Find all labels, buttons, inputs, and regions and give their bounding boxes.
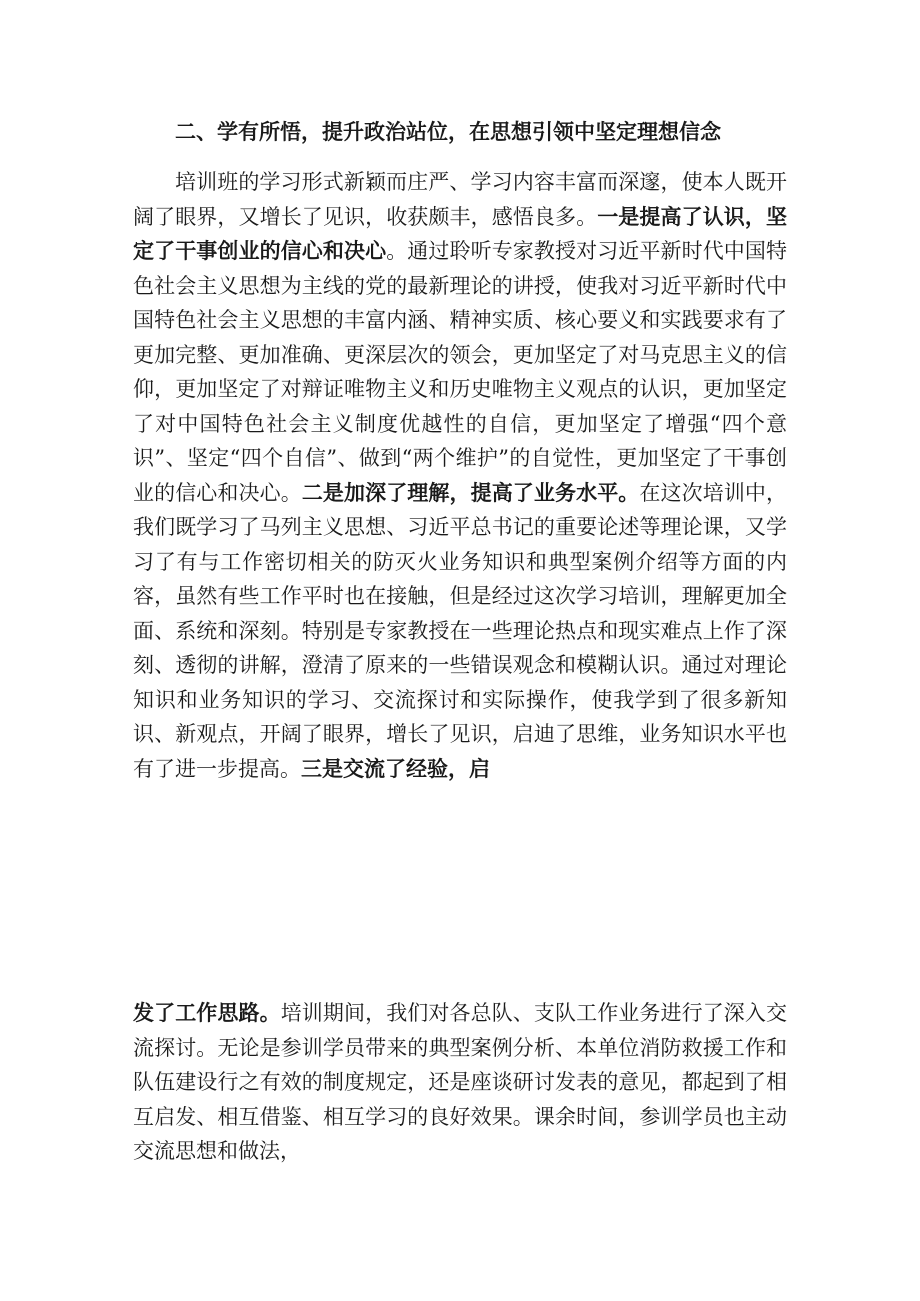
body-paragraph bbox=[133, 165, 787, 786]
paragraph-text: 。通过聆听专家教授对习近平新时代中国特色社会主义思想为主线的党的最新理论的讲授，使我对习近平新时代中国特色社会主义思想的丰富内涵、精神实质、核心要义和实践要求有了更加完整、更加准确、更深层次的领会，更加坚定了对马克思主义的信仰，更加坚定了对辩证唯物主义和历史唯物主义观点的认识，更加坚定了对中国特色社会主义制度优越性的自信，更加坚定了增强“四个意识”、坚定“四个自信”、做到“两个维护”的自觉性，更加坚定了干事创业的信心和决心。 bbox=[133, 239, 788, 505]
section-heading: 二、学有所悟，提升政治站位，在思想引领中坚定理想信念 bbox=[175, 119, 721, 144]
bold-point-three: 三是交流了经验，启 bbox=[301, 755, 490, 781]
paragraph-text: 培训班的学习形式新颖而庄严、学习内容丰富而深邃，使本人既开阔了眼界，又增长了见识，收获颇丰，感悟良多。 bbox=[133, 170, 787, 229]
paragraph-text: 培训期间，我们对各总队、支队工作业务进行了深入交流探讨。无论是参训学员带来的典型案例分析、本单位消防救援工作和队伍建设行之有效的制度规定，还是座谈研讨发表的意见，都起到了相互启发、相互借鉴、相互学习的良好效果。课余时间，参训学员也主动交流思想和做法， bbox=[133, 1001, 788, 1163]
body-paragraph-continued bbox=[133, 996, 787, 1169]
paragraph-text: 在这次培训中，我们既学习了马列主义思想、习近平总书记的重要论述等理论课，又学习了有与工作密切相关的防灭火业务知识和典型案例介绍等方面的内容，虽然有些工作平时也在接触，但是经过这次学习培训，理解更加全面、系统和深刻。特别是专家教授在一些理论热点和现实难点上作了深刻、透彻的讲解，澄清了原来的一些错误观念和模糊认识。通过对理论知识和业务知识的学习、交流探讨和实际操作，使我学到了很多新知识、新观点，开阔了眼界，增长了见识，启迪了思维，业务知识水平也有了进一步提高。 bbox=[133, 480, 788, 781]
bold-point-one: 一是提高了认识，坚定了干事创业的信心和决心 bbox=[133, 203, 788, 263]
bold-point-two: 二是加深了理解，提高了业务水平。 bbox=[301, 479, 640, 505]
bold-point-three-continued: 发了工作思路。 bbox=[133, 1000, 281, 1025]
